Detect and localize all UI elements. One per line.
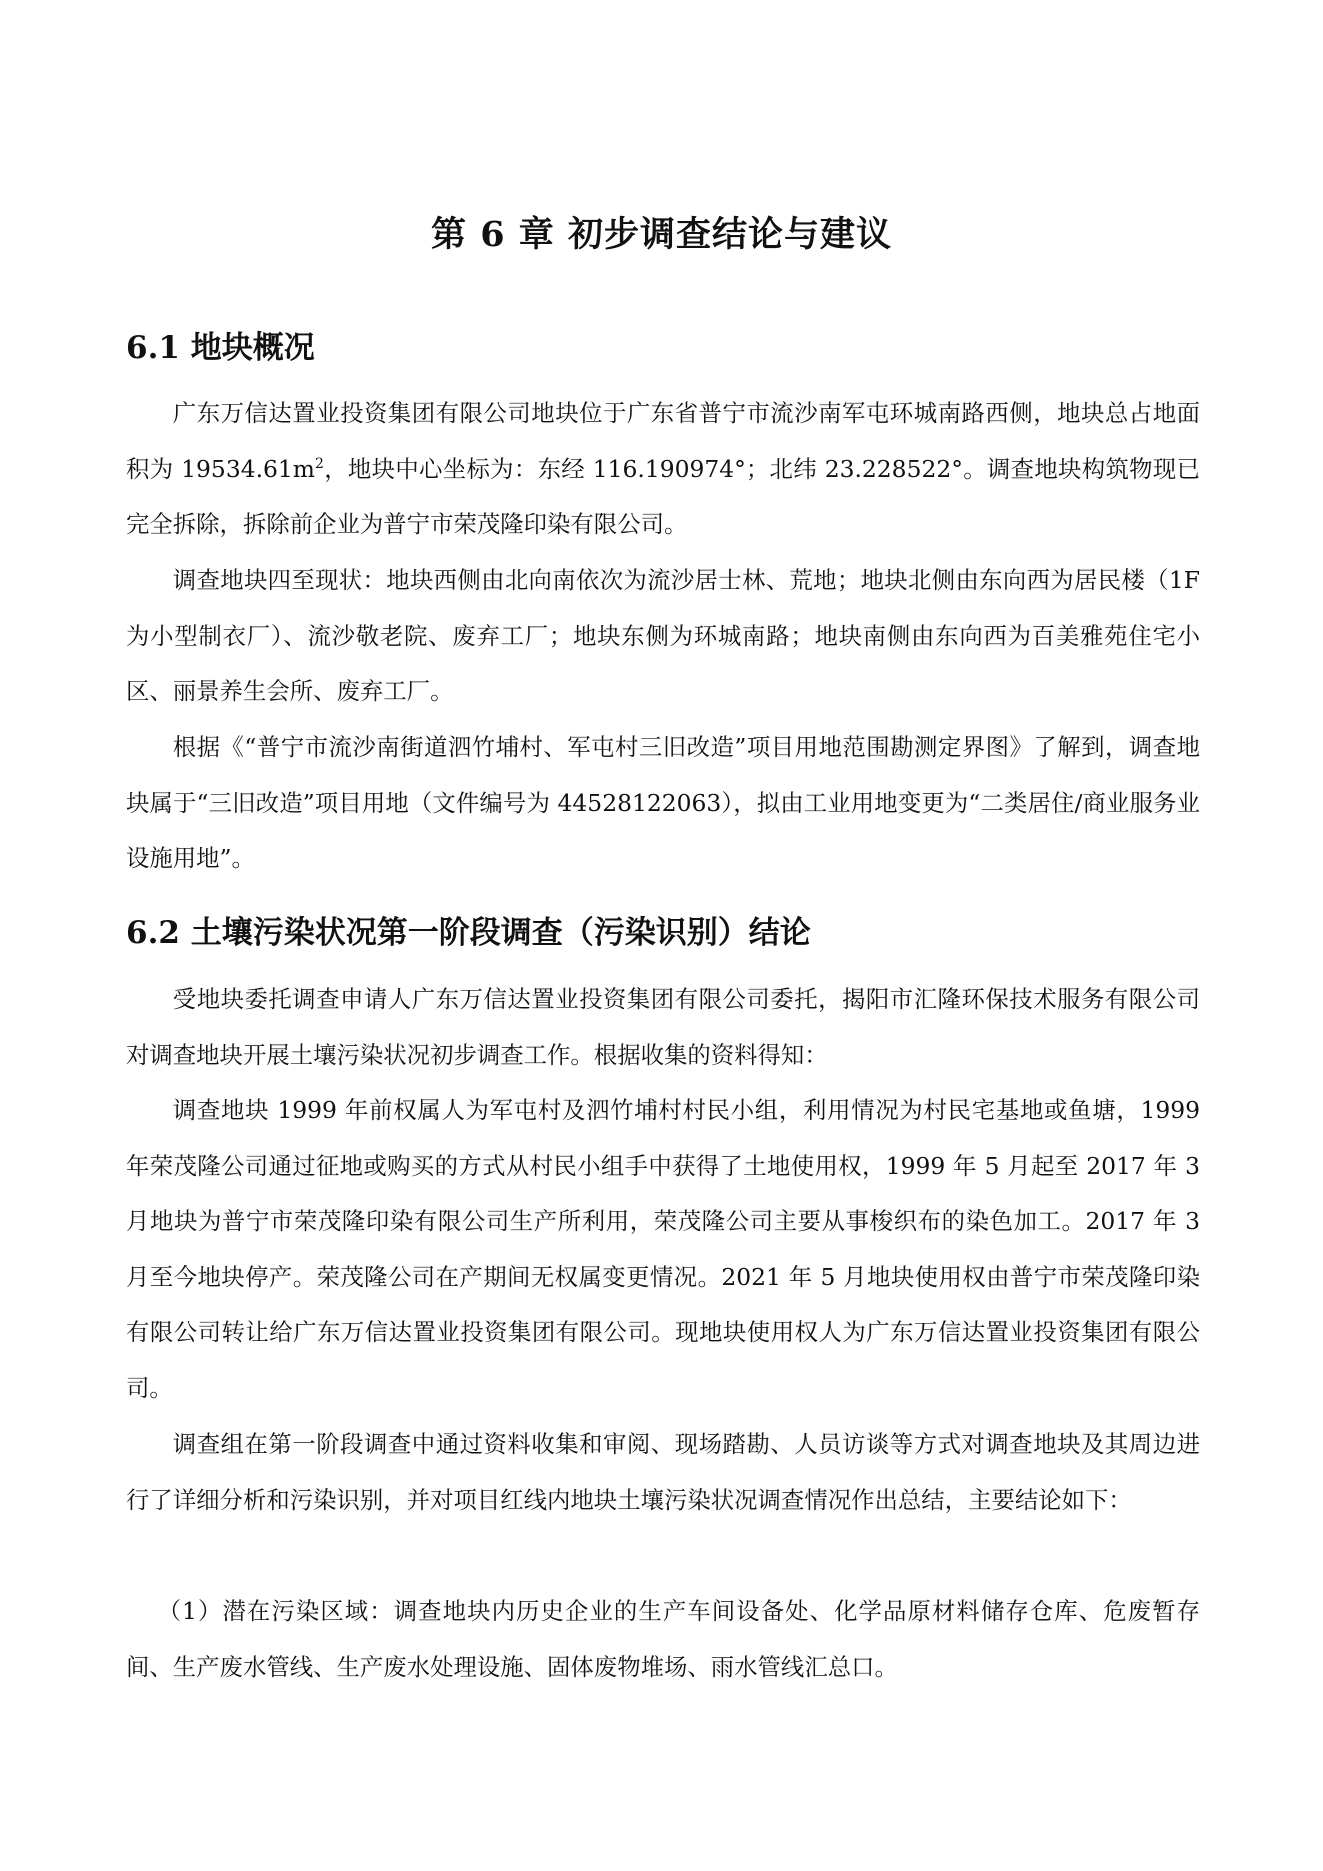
list-item-potential-pollution-areas: （1）潜在污染区域：调查地块内历史企业的生产车间设备处、化学品原材料储存仓库、危废暂存间、生产废水管线、生产废水处理设施、固体废物堆场、雨水管线汇总口。 [126, 1597, 1200, 1681]
paragraph-survey-commission: 受地块委托调查申请人广东万信达置业投资集团有限公司委托，揭阳市汇隆环保技术服务有限公司对调查地块开展土壤污染状况初步调查工作。根据收集的资料得知： [126, 985, 1200, 1069]
section-heading-6-1: 6.1 地块概况 [126, 330, 315, 366]
chapter-title: 第 6 章 初步调查结论与建议 [431, 214, 892, 255]
paragraph-site-overview [126, 386, 1200, 553]
section-heading-6-2: 6.2 土壤污染状况第一阶段调查（污染识别）结论 [126, 915, 811, 951]
area-unit-superscript: 2 [314, 455, 324, 472]
paragraph-site-overview-text: 广东万信达置业投资集团有限公司地块位于广东省普宁市流沙南军屯环城南路西侧，地块总占地面积为 19534.61m [126, 399, 1200, 483]
paragraph-land-use-plan: 根据《“普宁市流沙南街道泗竹埔村、军屯村三旧改造”项目用地范围勘测定界图》了解到，调查地块属于“三旧改造”项目用地（文件编号为 44528122063），拟由工业用地变更为“二类居住/商业服务业设施用地”。 [126, 733, 1200, 872]
paragraph-ownership-history: 调查地块 1999 年前权属人为军屯村及泗竹埔村村民小组，利用情况为村民宅基地或鱼塘，1999 年荣茂隆公司通过征地或购买的方式从村民小组手中获得了土地使用权，1999 年 5 月起至 2017 年 3 月地块为普宁市荣茂隆印染有限公司生产所利用，荣茂隆公司主要从事梭织布的染色加工。2017 年 3 月至今地块停产。荣茂隆公司在产期间无权属变更情况。2021 年 5 月地块使用权由普宁市荣茂隆印染有限公司转让给广东万信达置业投资集团有限公司。现地块使用权人为广东万信达置业投资集团有限公司。 [126, 1096, 1200, 1402]
paragraph-phase-one-summary: 调查组在第一阶段调查中通过资料收集和审阅、现场踏勘、人员访谈等方式对调查地块及其周边进行了详细分析和污染识别，并对项目红线内地块土壤污染状况调查情况作出总结，主要结论如下： [126, 1430, 1200, 1514]
paragraph-site-overview-rest: ，地块中心坐标为：东经 116.190974°；北纬 23.228522°。调查地块构筑物现已完全拆除，拆除前企业为普宁市荣茂隆印染有限公司。 [126, 454, 1200, 538]
paragraph-site-surroundings: 调查地块四至现状：地块西侧由北向南依次为流沙居士林、荒地；地块北侧由东向西为居民楼（1F 为小型制衣厂）、流沙敬老院、废弃工厂；地块东侧为环城南路；地块南侧由东向西为百美雅苑住宅小区、丽景养生会所、废弃工厂。 [126, 566, 1200, 705]
